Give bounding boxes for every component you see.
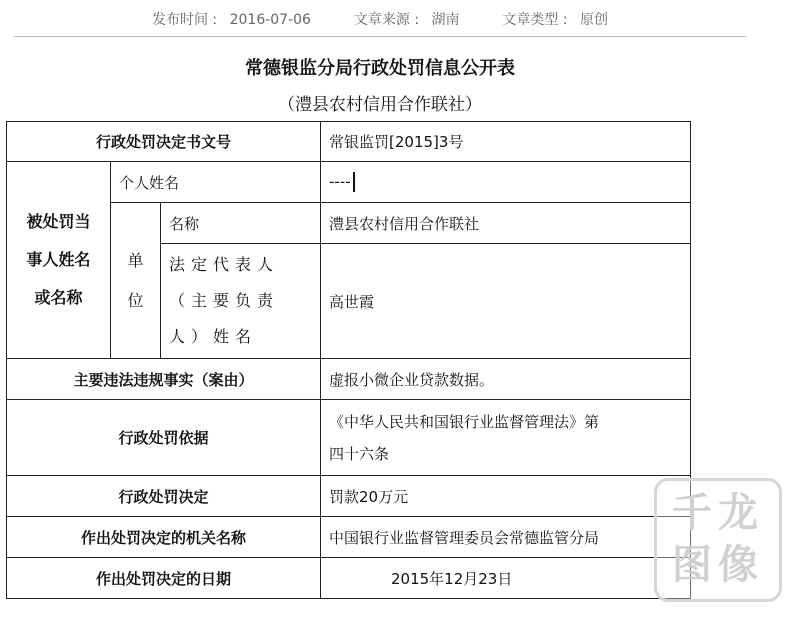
- person-name-label: 个人姓名: [111, 162, 321, 203]
- table-row: [7, 359, 691, 400]
- publish-time-label: 发布时间 :: [151, 12, 218, 28]
- watermark-logo: 千龙 图像: [654, 478, 782, 602]
- penalty-table: [6, 121, 691, 599]
- table-row: [7, 558, 691, 599]
- date-value: 2015年12月23日: [321, 558, 691, 599]
- date-label: 作出处罚决定的日期: [7, 558, 321, 599]
- divider: [14, 36, 746, 37]
- party-label: 被处罚当 事人姓名 或名称: [7, 162, 111, 359]
- type-label: 文章类型 :: [502, 12, 568, 28]
- person-name-value: ----: [321, 162, 691, 203]
- table-row: [7, 122, 691, 162]
- decision-label: 行政处罚决定: [7, 476, 321, 517]
- authority-value: 中国银行业监督管理委员会常德监管分局: [321, 517, 691, 558]
- legal-rep-label: 法定代表人 （主要负责 人）姓名: [161, 244, 321, 359]
- legal-rep-value: 高世霞: [321, 244, 691, 359]
- table-row: [7, 517, 691, 558]
- basis-label: 行政处罚依据: [7, 400, 321, 476]
- doc-no-value: 常银监罚[2015]3号: [321, 122, 691, 162]
- unit-label: 单 位: [111, 203, 161, 359]
- source-label: 文章来源 :: [353, 12, 420, 28]
- source-value: 湖南: [431, 12, 460, 28]
- text-cursor: [353, 172, 355, 192]
- basis-value: 《中华人民共和国银行业监督管理法》第 四十六条: [321, 400, 691, 476]
- decision-value: 罚款20万元: [321, 476, 691, 517]
- unit-name-label: 名称: [161, 203, 321, 244]
- unit-name-value: 澧县农村信用合作联社: [321, 203, 691, 244]
- facts-label: 主要违法违规事实（案由）: [7, 359, 321, 400]
- page-title: 常德银监分局行政处罚信息公开表: [245, 58, 515, 79]
- article-meta: [0, 9, 760, 29]
- table-row: [7, 400, 691, 476]
- page-subtitle: （澧县农村信用合作联社）: [278, 95, 482, 115]
- table-row: [7, 162, 691, 203]
- table-row: [7, 476, 691, 517]
- facts-value: 虚报小微企业贷款数据。: [321, 359, 691, 400]
- publish-time-value: 2016-07-06: [229, 12, 311, 28]
- type-value: 原创: [580, 12, 609, 28]
- doc-no-label: 行政处罚决定书文号: [7, 122, 321, 162]
- authority-label: 作出处罚决定的机关名称: [7, 517, 321, 558]
